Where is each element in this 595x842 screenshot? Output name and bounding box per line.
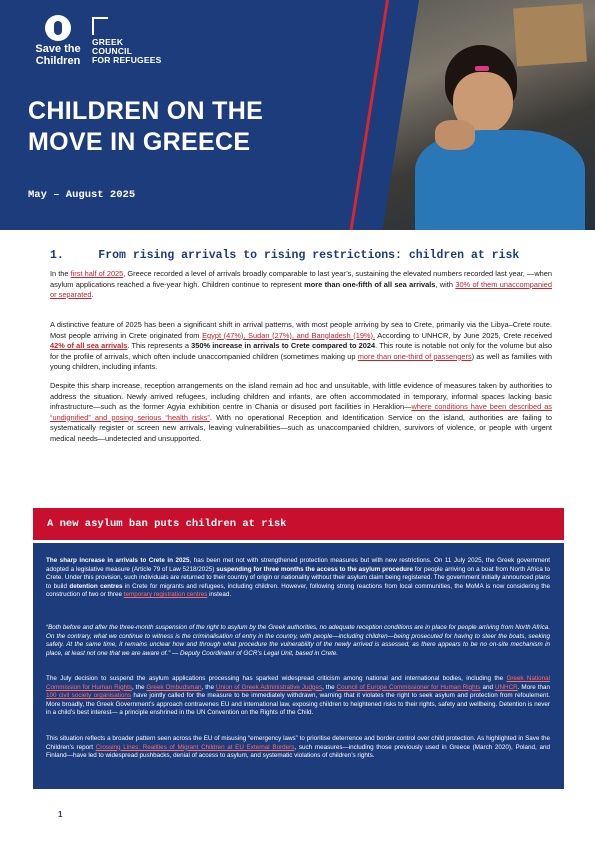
text-run: instead. <box>207 591 232 599</box>
box-title: A new asylum ban puts children at risk <box>47 518 287 530</box>
bold-text: 350% increase in arrivals to Crete compared to 2024 <box>191 341 376 350</box>
inline-link[interactable]: temporary registration centres <box>123 591 208 599</box>
inline-link[interactable]: first half of 2025 <box>70 269 124 278</box>
inline-link[interactable]: 30% of them unaccompanied or separated <box>50 279 552 299</box>
text-run: , Greece recorded a level of arrivals broadly comparable to last year’s, sustaining the elevated numbers recorded last year, —when asylum applications reached a five-year high. Children continue to represent <box>50 269 552 289</box>
text-run: This situation reflects a broader pattern seen across the EU of misusing “emergency laws” to prioritise deterrence and border control over child protection. As highlighted in Save the Children’s report <box>46 735 550 751</box>
text-run: in Crete for migrants and refugees, including children. However, following strong reactions from local communities, the MoMA is now considering the construction of two or three <box>46 582 551 599</box>
inline-link[interactable]: UNHCR <box>494 683 518 691</box>
inline-link[interactable]: 42% of all sea arrivals <box>50 341 128 350</box>
text-run: . This route is notable not only for the volume but also for the profile of arrivals, which often include unaccompanied children (sometimes making up <box>50 341 552 361</box>
inline-link[interactable]: more than one-third of passengers <box>357 351 472 361</box>
text-run: . More than <box>517 683 550 691</box>
inline-link[interactable]: Council of Europe Commissioner for Human Rights <box>336 683 481 691</box>
text-run: Despite this sharp increase, reception arrangements on the island remain ad hoc and unsuitable, with little evidence of measures taken by authorities to address the situation. Newly arrived refugees, including children and infants, are often accommodated in temporary, informal spaces lacking basic infrastructure—such as the former Agyia exhibition centre in Chania or disused port facilities in Heraklion— <box>50 381 552 411</box>
asylum-ban-box <box>33 543 564 789</box>
text-run: , the <box>132 683 147 691</box>
text-run: have jointly called for the measure to be immediately withdrawn, warning that it violates the right to seek asylum and protection from refoulement. More broadly, the Greek Government’s approach contravenes EU and international law, exposing children to heightened risks to their rights, safety and wellbeing. Detention is never in a child’s best interest— a principle enshrined in the UN Convention on the Rights of the Child. <box>46 692 550 717</box>
inline-link[interactable]: Crossing Lines: Realities of Migrant Children at EU External Borders <box>95 743 295 751</box>
text-run: , such measures—including those previously used in Greece (March 2020), Poland, and Finland—have led to widespread pushbacks, denial of access to asylum, and systematic violations of children’s rights. <box>46 743 550 760</box>
text-run: According to UNHCR, by June 2025, Crete received <box>375 330 552 340</box>
box-title-band <box>33 508 564 540</box>
gcr-mark-icon <box>92 17 108 35</box>
save-the-children-logo <box>26 15 90 67</box>
save-the-children-icon <box>45 15 71 41</box>
box-quote <box>46 624 550 658</box>
inline-link[interactable]: Greek National Commission for Human Rights <box>46 675 551 691</box>
text-run: . This represents a <box>127 341 192 350</box>
inline-link[interactable]: Greek Ombudsman <box>146 683 202 691</box>
text-run: “Both before and after the three-month suspension of the right to asylum by the Greek authorities, no adequate reception conditions are in place for people arriving from North Africa. On the contrary, what we continue to witness is the criminalisation of entry in the country, with people—including children—being prosecuted for having to steer the boats, seeking safety. At the same time, it remains unclear how and through what procedure the vulnerability of the newly arrived is assessed, as there appears to be no on-site mechanism in place, at least not one that we are aware of.” — Deputy Coordinator of GCR’s Legal Unit, based in Crete. <box>46 624 550 657</box>
text-run: , with <box>435 279 456 289</box>
inline-link[interactable]: 100 civil society organisations <box>46 692 132 700</box>
bold-text: more than one-fifth of all sea arrivals <box>304 279 436 289</box>
text-run: . <box>91 290 94 299</box>
page-number: 1 <box>58 810 63 819</box>
inline-link[interactable]: Union of Greek Administrative Judges <box>215 683 323 691</box>
text-run: for people arriving on a boat from North Africa to Crete. Under this provision, such individuals are returned to their country of origin or nationality without their asylum claim being registered. The government initially announced plans to build <box>46 565 551 590</box>
inline-link[interactable]: Egypt (47%), Sudan (27%), and Bangladesh (19%). <box>202 330 376 340</box>
box-paragraph-3 <box>46 675 550 718</box>
bold-text: The sharp increase in arrivals to Crete in 2025 <box>46 557 190 564</box>
inline-link[interactable]: where conditions have been described as “undignified” and posing serious “health risks” <box>50 402 552 422</box>
text-run: , has been met not with strengthened protection measures but with new restrictions. On 11 July 2025, the Greek government adopted a legislative measure (Article 79 of Law 5218/2025) <box>46 557 550 573</box>
section-1-paragraph-3 <box>50 381 552 444</box>
text-run: In the <box>50 269 71 278</box>
bold-text: detention centres <box>69 582 123 590</box>
section-1-paragraph-2 <box>50 320 552 373</box>
section-1-heading: 1. From rising arrivals to rising restrictions: children at risk <box>50 249 520 262</box>
reporting-period: May – August 2025 <box>28 189 136 201</box>
gcr-logo <box>92 17 161 65</box>
section-1-paragraph-1 <box>50 269 552 301</box>
box-paragraph-1 <box>46 557 550 600</box>
box-paragraph-4 <box>46 735 550 761</box>
text-run: A distinctive feature of 2025 has been a significant shift in arrival patterns, with most people arriving by sea to Crete, primarily via the Libya–Crete route. Most people arriving in Crete originated from <box>50 320 552 340</box>
bold-text: suspending for three months the access to the asylum procedure <box>216 565 413 573</box>
text-run: , the <box>201 683 216 691</box>
logo-stc-text: Save the Children <box>35 43 81 67</box>
text-run: ) as well as families with young children, including infants. <box>50 351 553 371</box>
text-run: , the <box>322 683 337 691</box>
text-run: The July decision to suspend the asylum applications processing has sparked widespread criticism among national and international bodies, including the <box>46 675 507 682</box>
text-run: . With no operational Reception and Identification Service on the island, authorities are failing to systematically register or screen new arrivals, leaving vulnerabilities—such as unaccompanied children, survivors of violence, or people with urgent medical needs—undetected and unsupported. <box>50 412 552 443</box>
text-run: and <box>480 683 495 691</box>
document-title: CHILDREN ON THE MOVE IN GREECE <box>28 97 264 156</box>
cover-header <box>0 0 595 230</box>
logo-gcr-text: GREEK COUNCIL FOR REFUGEES <box>92 37 162 65</box>
